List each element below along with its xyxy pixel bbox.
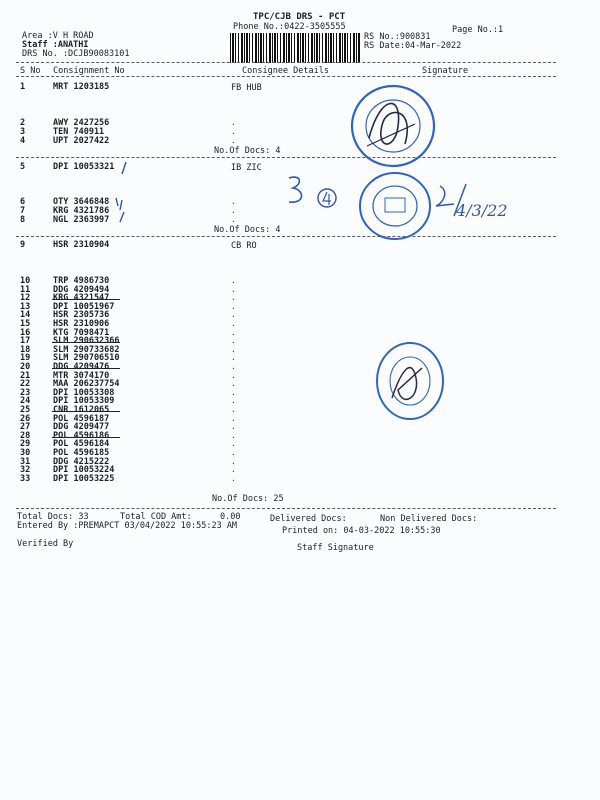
dot-marker: . — [231, 413, 236, 423]
strikethrough-mark — [52, 299, 120, 300]
dot-marker: . — [231, 284, 236, 294]
dot-marker: . — [231, 127, 236, 136]
consignee-name: CB RO — [231, 241, 257, 251]
docs-count: No.Of Docs: 4 — [214, 225, 281, 235]
strikethrough-mark — [52, 437, 120, 438]
dot-marker: . — [231, 439, 236, 449]
dot-marker: . — [231, 336, 236, 346]
dot-marker: . — [231, 448, 236, 457]
dot-marker: . — [231, 422, 236, 432]
dot-marker: . — [231, 370, 236, 380]
dot-marker: . — [231, 387, 236, 397]
divider — [16, 508, 556, 509]
area-label: Area :V H ROAD — [22, 31, 94, 41]
staff-label: Staff :ANATHI — [22, 40, 89, 50]
col-signature: Signature — [422, 66, 469, 76]
phone-number: Phone No.:0422-3505555 — [233, 22, 346, 32]
dot-marker: . — [231, 301, 236, 311]
dot-marker: . — [231, 197, 236, 206]
divider — [16, 76, 556, 77]
dot-marker: . — [231, 379, 236, 389]
rs-number: RS No.:900831 — [364, 32, 431, 42]
strikethrough-mark — [52, 342, 120, 343]
delivered-docs: Delivered Docs: — [270, 514, 347, 524]
dot-marker: . — [231, 327, 236, 337]
entered-by: Entered By :PREMAPCT 03/04/2022 10:55:23 AM — [17, 521, 238, 531]
divider — [16, 62, 556, 63]
indian-bank-stamp — [355, 170, 435, 242]
document-title: TPC/CJB DRS - PCT — [253, 12, 346, 22]
page-number: Page No.:1 — [452, 25, 504, 35]
dot-marker: . — [231, 118, 236, 127]
dot-marker: . — [231, 473, 236, 483]
docs-count: No.Of Docs: 4 — [214, 146, 281, 156]
strikethrough-mark — [52, 368, 120, 369]
docs-count: No.Of Docs: 25 — [212, 494, 284, 504]
dot-marker: . — [231, 405, 236, 414]
consignee-name: FB HUB — [231, 83, 262, 93]
total-docs: Total Docs: 33 — [17, 512, 89, 522]
dot-marker: . — [231, 353, 236, 363]
col-sno: S No — [20, 66, 41, 76]
consignee-name: IB ZIC — [231, 163, 262, 173]
dot-marker: . — [231, 430, 236, 440]
dot-marker: . — [231, 276, 236, 285]
dot-marker: . — [231, 293, 236, 303]
dot-marker: . — [231, 136, 236, 145]
svg-text:4/3/22: 4/3/22 — [456, 201, 508, 220]
drs-number: DRS No. :DCJB90083101 — [22, 49, 130, 59]
drs-document: TPC/CJB DRS - PCT Phone No.:0422-3505555 Page No.:1 Area :V H ROAD Staff :ANATHI DRS No. :DCJB90083101 RS No.:900831 RS Date:04-Mar-2022 S No Consignment No Consignee Details Signature 1 MRT 1203185 FB HUB 2 AWY 2427256 3 TEN 740911 4 UPT 2027422 . . . No.Of Docs: 4 5 DPI 10053321 IB ZIC 6 OTY 3646848 7 KRG 4321786 8 NGL 2363997 . . . No.Of Docs: 4 9 HSR 2310904 CB RO 10 TRP 4986730 . 11 DDG 4209494 . 12 KRG 4321547 . 13 DPI 10051967 . 14 HSR 2305736 . 15 HSR 2310906 . 16 KTG 7098471 . 17 SLM 290632366 . 18 SLM 290733682 . 19 SLM 290706510 . 20 DDG 4209476 . 21 MTR 3074170 . 22 MAA 206237754 . 23 DPI 10053308 . 24 DPI 10053309 . 25 CNR 1612065 . 26 POL 4596187 . 27 DDG 4209477 . 28 POL 4596186 . 29 POL 4596184 . 30 POL 4596185 . 31 DDG 4215222 . 32 DPI 10053224 . 33 DPI 10053225 . No.Of Docs: 25 Total Docs: 33 Total COD Amt: 0.00 Delivered Docs: Non Delivered Docs: Entered By :PREMAPCT 03/04/2022 10:55:23 AM Printed on: 04-03-2022 10:55:30 Verified By Staff Signature 4/3/22 — [0, 0, 600, 800]
dot-marker: . — [231, 465, 236, 475]
dot-marker: . — [231, 319, 236, 328]
rs-date: RS Date:04-Mar-2022 — [364, 41, 462, 51]
dot-marker: . — [231, 215, 236, 224]
dot-marker: . — [231, 310, 236, 320]
dot-marker: . — [231, 206, 236, 215]
dot-marker: . — [231, 396, 236, 406]
divider — [16, 236, 556, 237]
central-bank-stamp — [372, 338, 448, 424]
handwritten-tally — [283, 170, 343, 220]
dot-marker: . — [231, 362, 236, 371]
federal-bank-stamp — [345, 82, 445, 170]
total-cod-label: Total COD Amt: — [120, 512, 192, 522]
printed-on: Printed on: 04-03-2022 10:55:30 — [282, 526, 441, 536]
barcode — [230, 33, 360, 63]
col-consignment: Consignment No — [53, 66, 125, 76]
verified-by: Verified By — [17, 539, 74, 549]
dot-marker: . — [231, 344, 236, 354]
strikethrough-mark — [52, 411, 120, 412]
staff-signature: Staff Signature — [297, 543, 374, 553]
divider — [16, 157, 556, 158]
non-delivered-docs: Non Delivered Docs: — [380, 514, 478, 524]
total-cod-value: 0.00 — [220, 512, 241, 522]
handwritten-date — [432, 176, 512, 226]
dot-marker: . — [231, 456, 236, 466]
col-consignee: Consignee Details — [242, 66, 329, 76]
tick-marks — [102, 160, 142, 230]
